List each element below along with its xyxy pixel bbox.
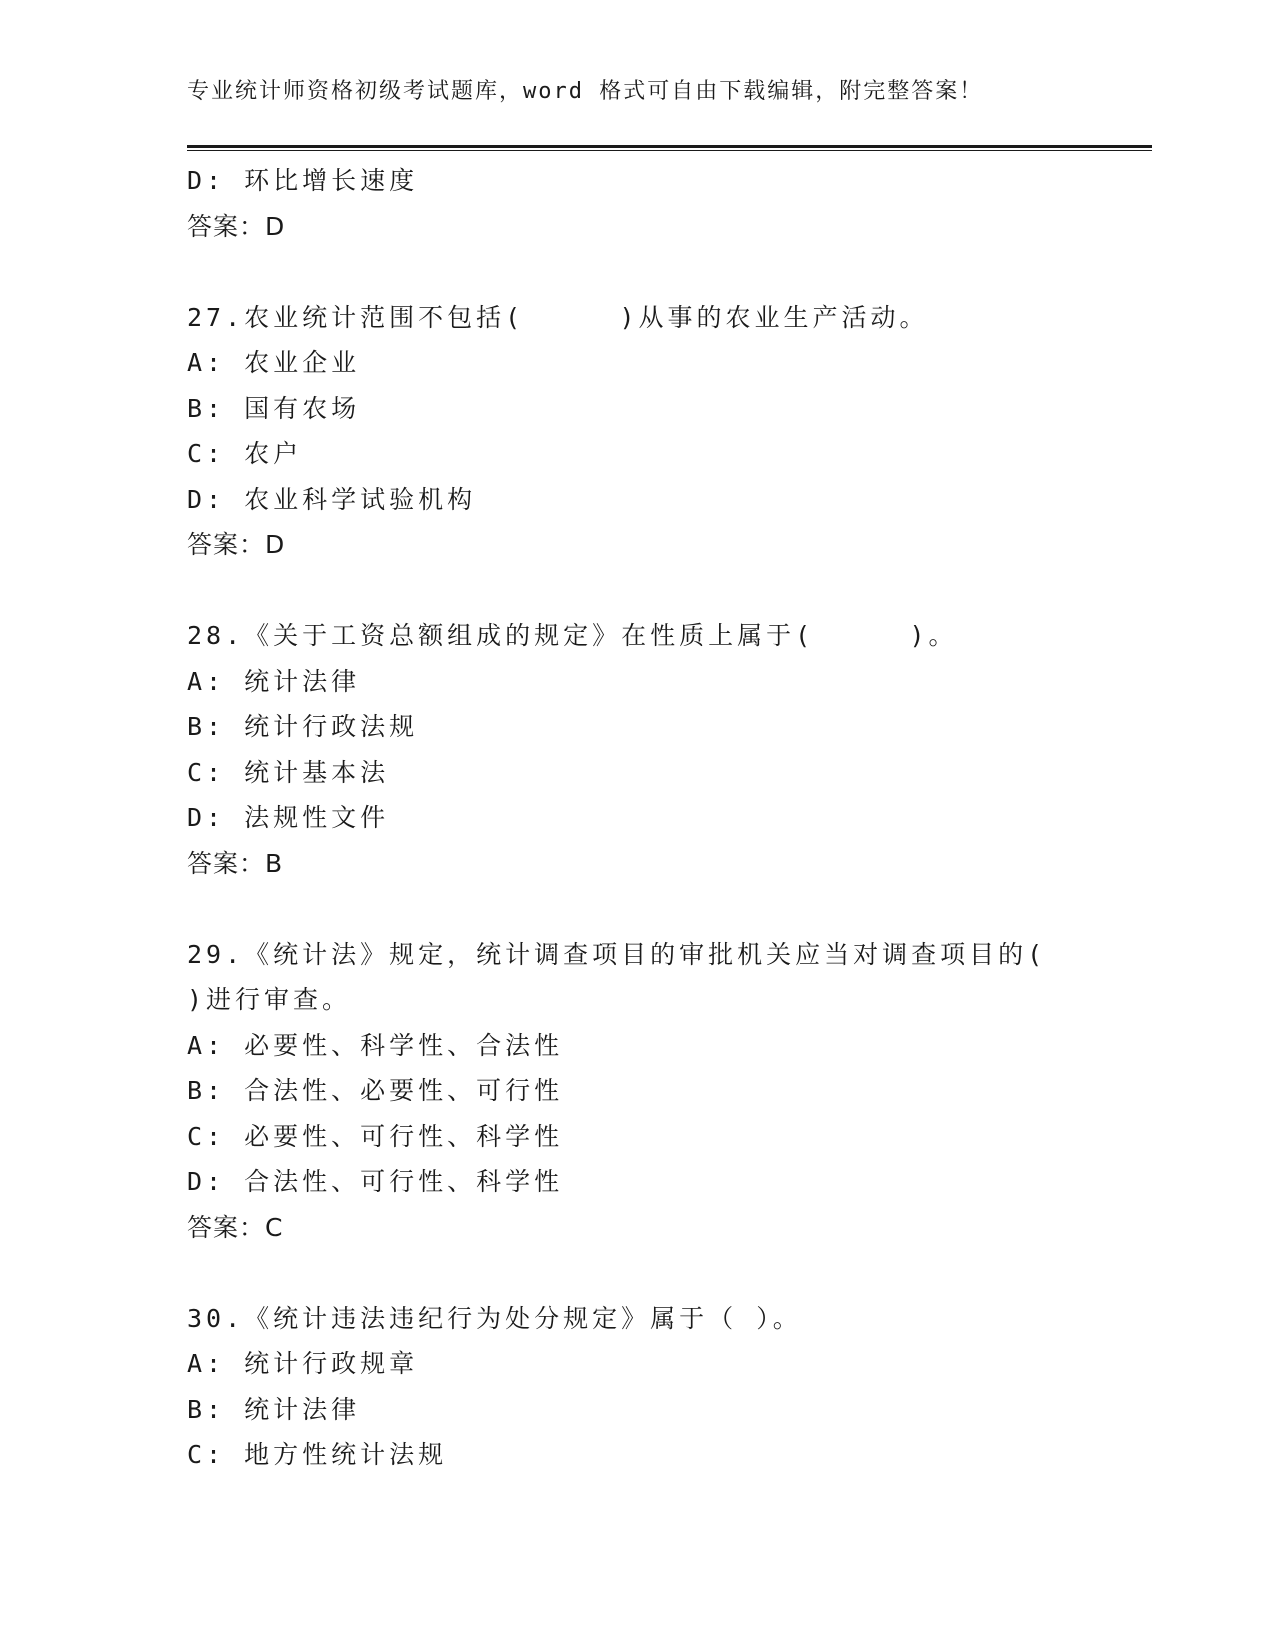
option-b: B: 国有农场 — [187, 393, 361, 423]
question-stem: 28.《关于工资总额组成的规定》在性质上属于( )。 — [187, 621, 958, 650]
question-stem-line-2: )进行审查。 — [187, 985, 352, 1014]
option-a: A: 统计法律 — [187, 666, 361, 696]
spacer — [187, 886, 1067, 932]
option-b: B: 统计法律 — [187, 1394, 361, 1424]
option-c: C: 农户 — [187, 439, 303, 468]
option-a: A: 必要性、科学性、合法性 — [187, 1030, 564, 1060]
option-d: D: 环比增长速度 — [187, 166, 419, 195]
option-c: C: 地方性统计法规 — [187, 1440, 448, 1469]
question-stem: 30.《统计违法违纪行为处分规定》属于（ ）。 — [187, 1303, 802, 1333]
question-27 — [187, 295, 1067, 568]
option-c: C: 必要性、可行性、科学性 — [187, 1121, 564, 1151]
spacer — [187, 1250, 1067, 1296]
option-a: A: 农业企业 — [187, 348, 361, 377]
option-b: B: 合法性、必要性、可行性 — [187, 1076, 564, 1105]
page-header: 专业统计师资格初级考试题库，word 格式可自由下载编辑，附完整答案！ — [187, 79, 984, 104]
header-rule-thin — [187, 150, 1152, 151]
question-30 — [187, 1296, 1067, 1478]
question-list — [187, 158, 1067, 1478]
option-d: D: 法规性文件 — [187, 803, 390, 832]
option-a: A: 统计行政规章 — [187, 1349, 419, 1378]
answer: 答案：C — [187, 1212, 284, 1242]
question-stem-line-1: 29.《统计法》规定，统计调查项目的审批机关应当对调查项目的( — [187, 939, 1047, 969]
option-b: B: 统计行政法规 — [187, 712, 419, 741]
spacer — [187, 568, 1067, 614]
question-stem: 27.农业统计范围不包括( )从事的农业生产活动。 — [187, 302, 929, 332]
question-28 — [187, 613, 1067, 886]
answer: 答案：D — [187, 530, 286, 559]
option-d: D: 农业科学试验机构 — [187, 484, 477, 514]
question-26-tail — [187, 158, 1067, 249]
option-d: D: 合法性、可行性、科学性 — [187, 1167, 564, 1196]
answer: 答案：B — [187, 848, 284, 878]
spacer — [187, 249, 1067, 295]
header-rule-thick — [187, 145, 1152, 148]
question-29 — [187, 932, 1067, 1251]
answer: 答案：D — [187, 211, 286, 241]
option-c: C: 统计基本法 — [187, 757, 390, 787]
